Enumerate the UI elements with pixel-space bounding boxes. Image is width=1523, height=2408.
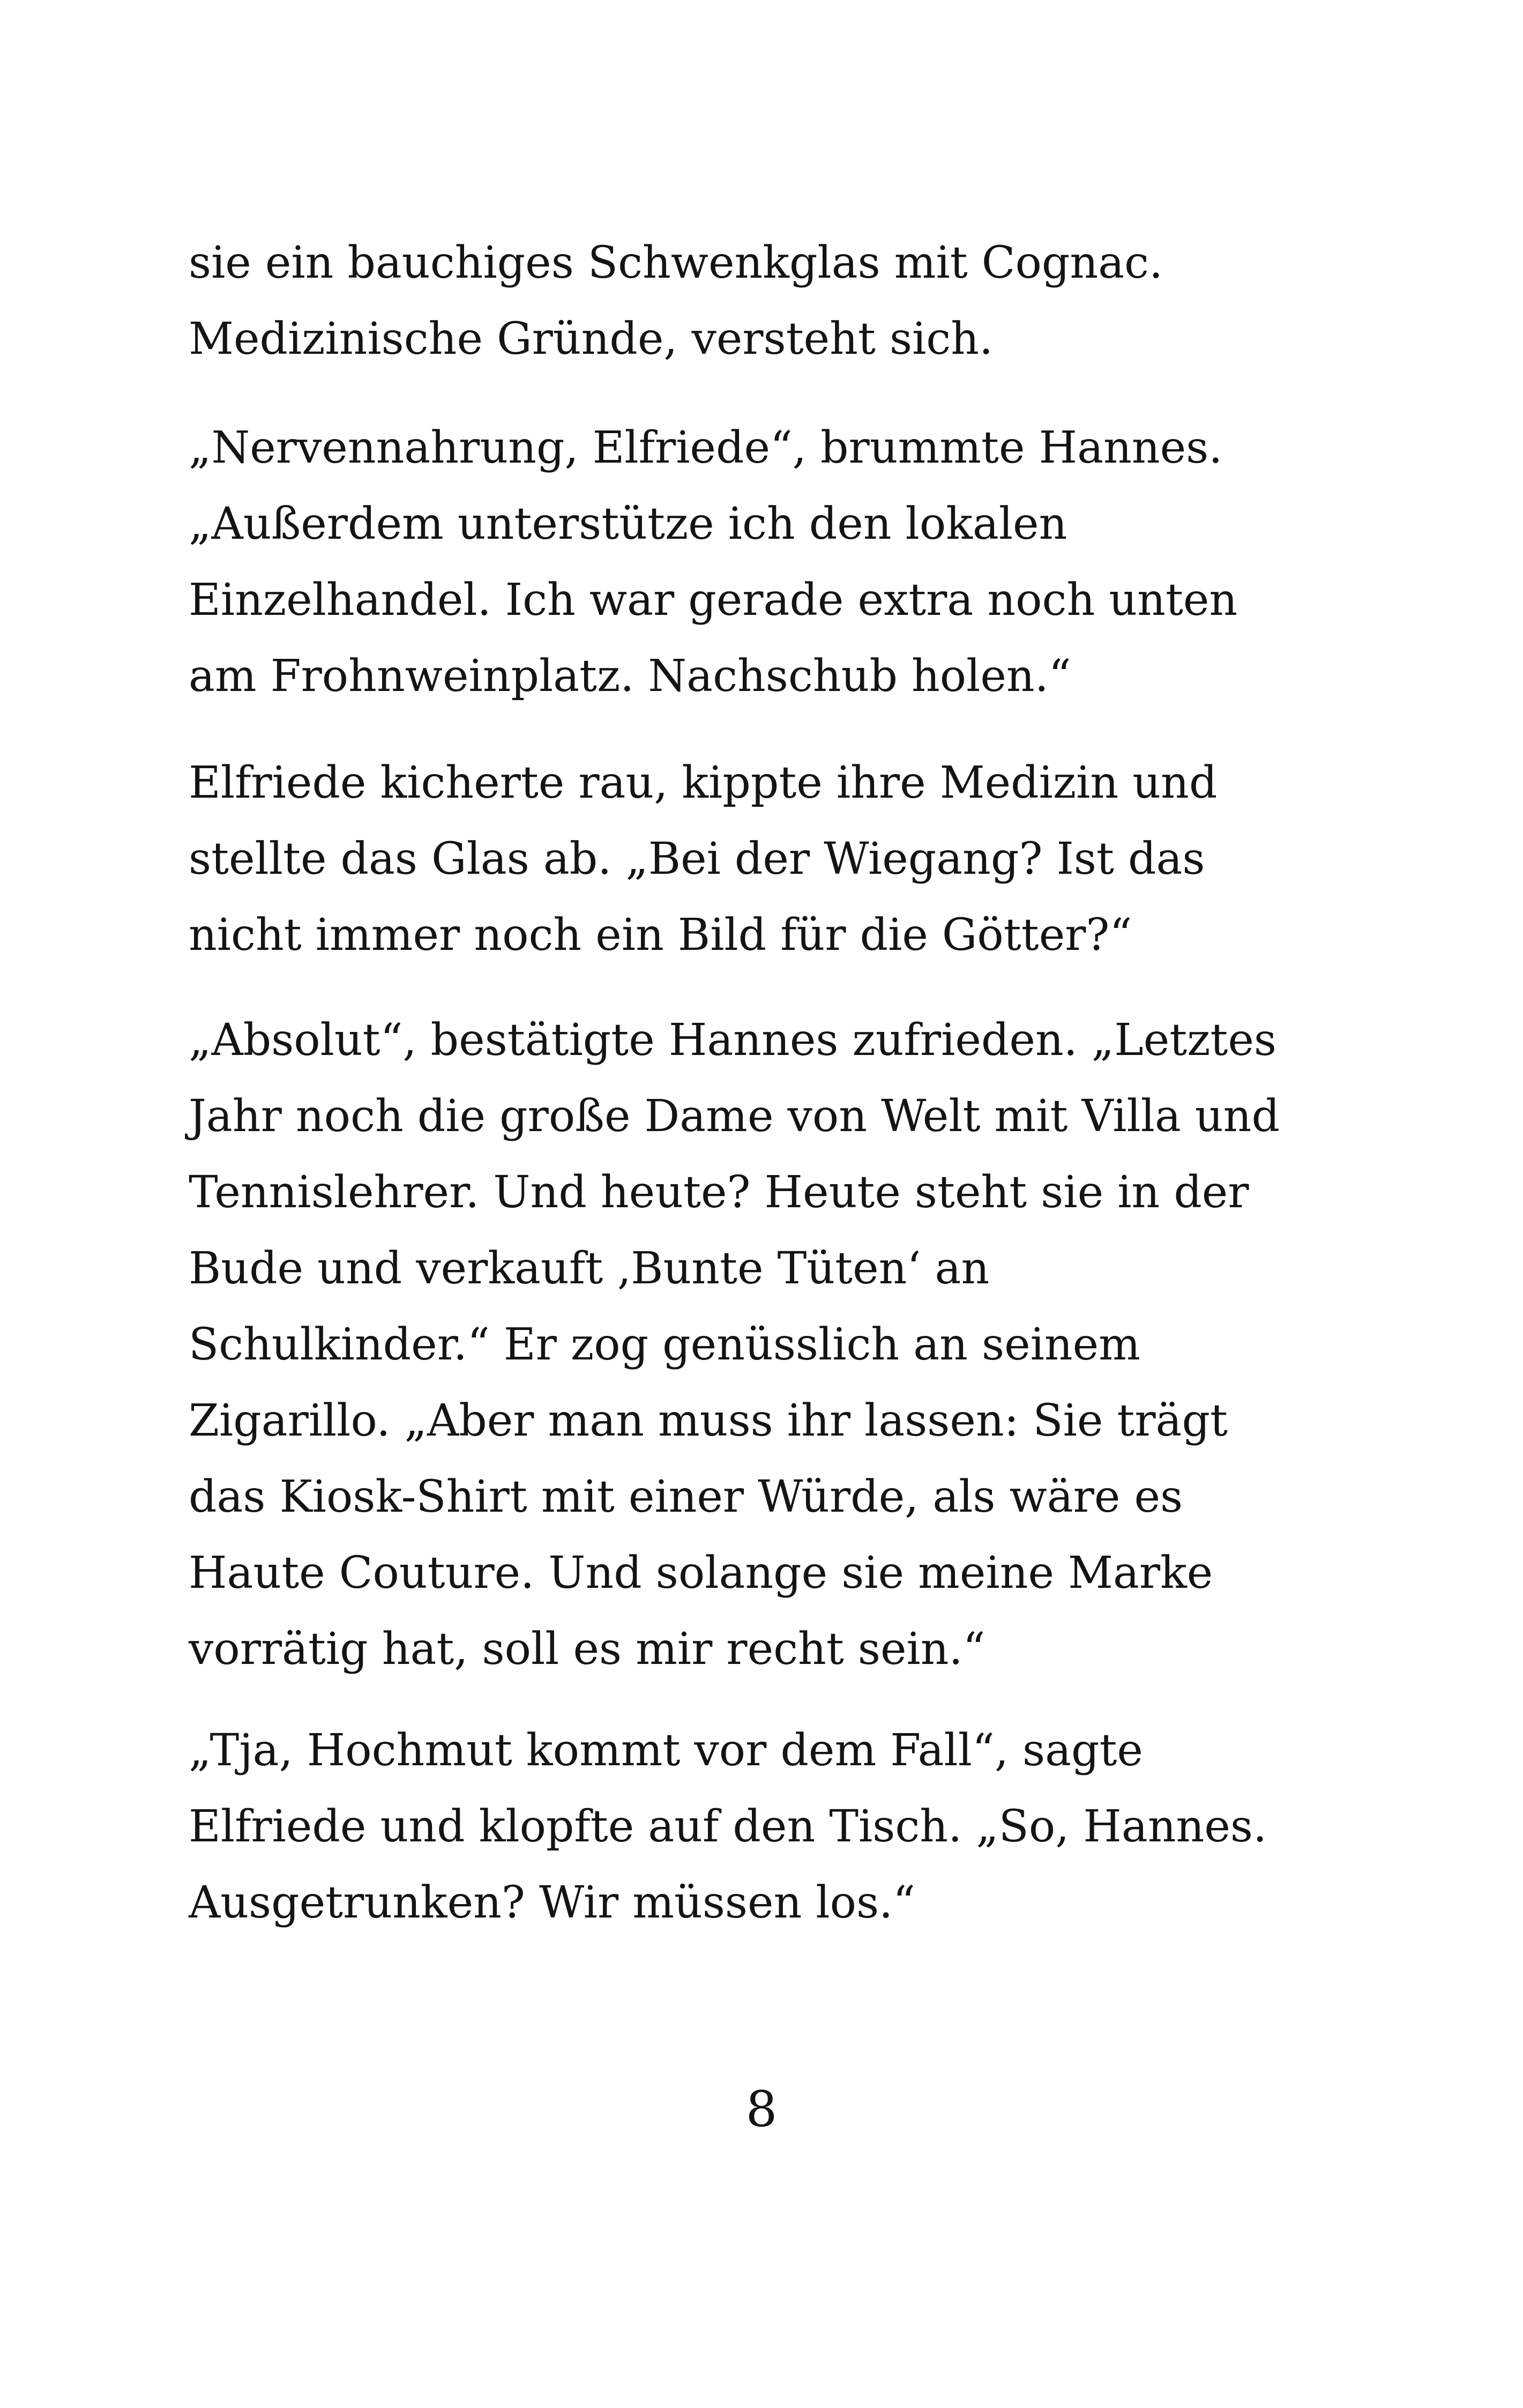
text-line: Elfriede und klopfte auf den Tisch. „So, Hannes. <box>189 1801 1267 1852</box>
paragraph-1 <box>189 225 1163 377</box>
text-line: „Nervennahrung, Elfriede“, brummte Hannes. <box>189 422 1223 473</box>
text-line: Tennislehrer. Und heute? Heute steht sie in der <box>189 1167 1249 1218</box>
text-line: Bude und verkauft ‚Bunte Tüten‘ an <box>189 1243 990 1294</box>
text-line: Zigarillo. „Aber man muss ihr lassen: Sie trägt <box>189 1395 1228 1446</box>
text-line: Ausgetrunken? Wir müssen los.“ <box>189 1877 916 1928</box>
text-line: Jahr noch die große Dame von Welt mit Villa und <box>189 1091 1280 1142</box>
text-line: vorrätig hat, soll es mir recht sein.“ <box>189 1624 986 1675</box>
page-number: 8 <box>745 2080 778 2138</box>
paragraph-5 <box>189 1713 1267 1941</box>
text-line: „Tja, Hochmut kommt vor dem Fall“, sagte <box>189 1725 1143 1776</box>
text-line: stellte das Glas ab. „Bei der Wiegang? Ist das <box>189 834 1205 885</box>
text-line: nicht immer noch ein Bild für die Götter?“ <box>189 910 1132 961</box>
text-line: Medizinische Gründe, versteht sich. <box>189 314 994 365</box>
paragraph-2 <box>189 410 1237 715</box>
text-line: das Kiosk-Shirt mit einer Würde, als wäre es <box>189 1471 1183 1522</box>
paragraph-4 <box>189 1002 1280 1688</box>
paragraph-3 <box>189 745 1217 973</box>
text-line: sie ein bauchiges Schwenkglas mit Cognac. <box>189 237 1163 288</box>
text-line: Haute Couture. Und solange sie meine Marke <box>189 1548 1213 1599</box>
text-line: Schulkinder.“ Er zog genüsslich an seinem <box>189 1319 1140 1370</box>
text-line: Einzelhandel. Ich war gerade extra noch unten <box>189 575 1238 626</box>
text-line: „Außerdem unterstütze ich den lokalen <box>189 499 1067 549</box>
text-line: Elfriede kicherte rau, kippte ihre Medizin und <box>189 757 1218 808</box>
text-line: am Frohnweinplatz. Nachschub holen.“ <box>189 651 1071 702</box>
text-line: „Absolut“, bestätigte Hannes zufrieden. „Letztes <box>189 1015 1276 1066</box>
